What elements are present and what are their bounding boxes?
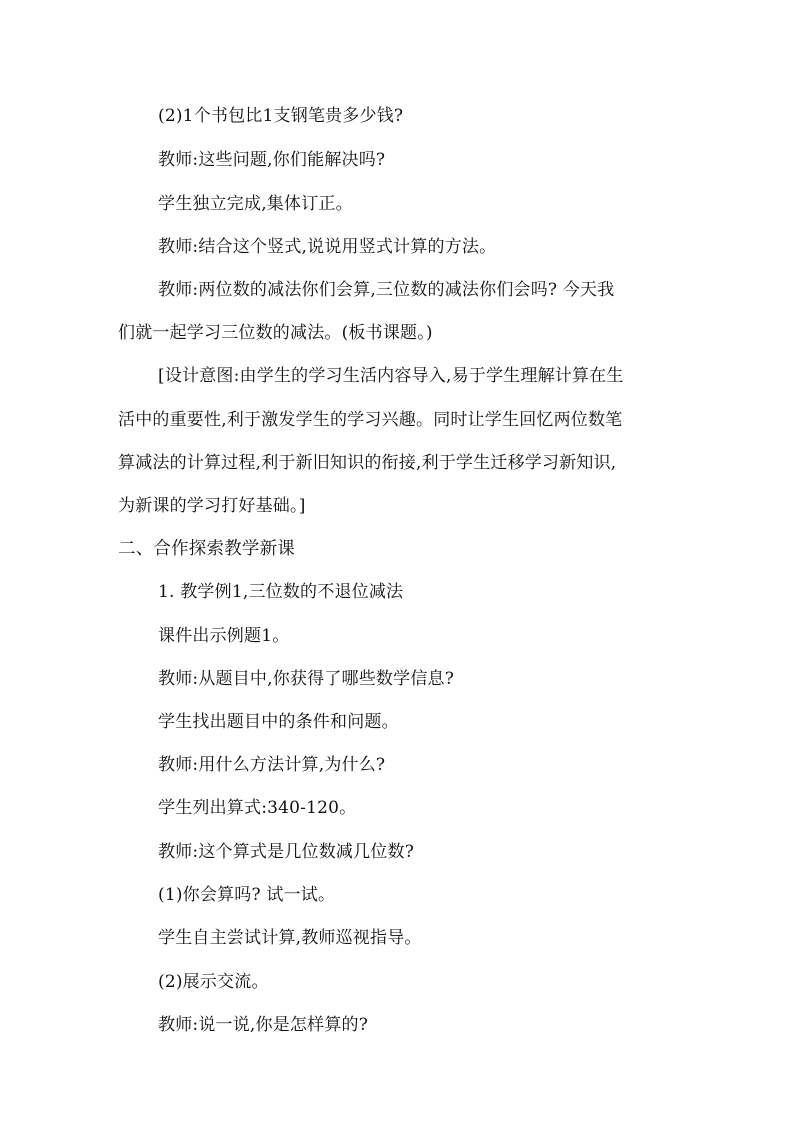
paragraph-question-2: (2)1个书包比1支钢笔贵多少钱? bbox=[158, 106, 404, 126]
paragraph-student-complete: 学生独立完成,集体订正。 bbox=[158, 194, 353, 214]
paragraph-teacher-ask: 教师:这些问题,你们能解决吗? bbox=[158, 150, 386, 170]
paragraph-step-2: (2)展示交流。 bbox=[158, 972, 269, 992]
paragraph-design-intent-cont-1: 活中的重要性,利于激发学生的学习兴趣。同时让学生回忆两位数笔 bbox=[118, 410, 623, 430]
paragraph-student-try: 学生自主尝试计算,教师巡视指导。 bbox=[158, 928, 422, 948]
section-heading: 二、合作探索教学新课 bbox=[118, 539, 295, 559]
paragraph-teacher-method: 教师:结合这个竖式,说说用竖式计算的方法。 bbox=[158, 237, 497, 257]
paragraph-teacher-explain: 教师:说一说,你是怎样算的? bbox=[158, 1015, 369, 1035]
paragraph-design-intent-cont-2: 算减法的计算过程,利于新旧知识的衔接,利于学生迁移学习新知识, bbox=[118, 453, 617, 473]
paragraph-teacher-info: 教师:从题目中,你获得了哪些数学信息? bbox=[158, 669, 455, 689]
subsection-example-1: 1. 教学例1,三位数的不退位减法 bbox=[158, 582, 404, 602]
paragraph-student-conditions: 学生找出题目中的条件和问题。 bbox=[158, 712, 399, 732]
paragraph-design-intent: [设计意图:由学生的学习生活内容导入,易于学生理解计算在生 bbox=[158, 366, 624, 386]
paragraph-step-1: (1)你会算吗? 试一试。 bbox=[158, 885, 336, 905]
paragraph-show-example: 课件出示例题1。 bbox=[158, 626, 290, 646]
paragraph-student-formula: 学生列出算式:340-120。 bbox=[158, 798, 357, 818]
paragraph-teacher-digits: 教师:这个算式是几位数减几位数? bbox=[158, 842, 415, 862]
paragraph-teacher-intro: 教师:两位数的减法你们会算,三位数的减法你们会吗? 今天我 bbox=[158, 280, 615, 300]
paragraph-teacher-method-why: 教师:用什么方法计算,为什么? bbox=[158, 755, 386, 775]
paragraph-design-intent-cont-3: 为新课的学习打好基础。] bbox=[118, 496, 306, 516]
paragraph-teacher-intro-cont: 们就一起学习三位数的减法。(板书课题。) bbox=[118, 323, 433, 343]
